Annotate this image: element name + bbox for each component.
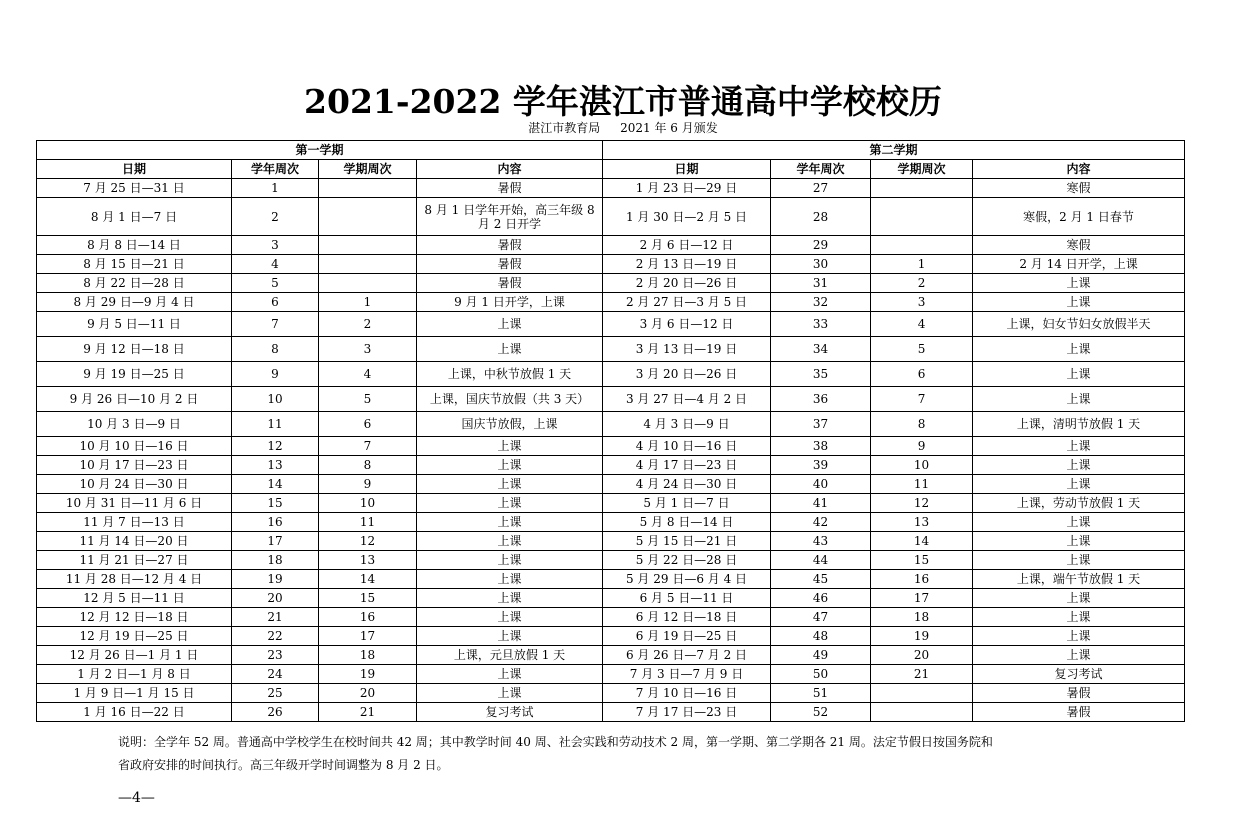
first-content-cell: 8 月 1 日学年开始，高三年级 8 月 2 日开学 xyxy=(417,198,603,236)
first-content-cell: 上课 xyxy=(417,551,603,570)
second-content-cell: 寒假，2 月 1 日春节 xyxy=(973,198,1185,236)
table-row xyxy=(37,387,1185,412)
second-year-week-cell: 34 xyxy=(771,337,871,362)
first-date-cell: 10 月 31 日—11 月 6 日 xyxy=(37,494,232,513)
second-term-week-cell xyxy=(871,703,973,722)
second-date-cell: 6 月 19 日—25 日 xyxy=(603,627,771,646)
first-year-week-cell: 13 xyxy=(232,456,319,475)
first-date-cell: 12 月 26 日—1 月 1 日 xyxy=(37,646,232,665)
first-year-week-cell: 12 xyxy=(232,437,319,456)
first-term-week-cell xyxy=(319,274,417,293)
first-year-week-cell: 19 xyxy=(232,570,319,589)
first-year-week-cell: 6 xyxy=(232,293,319,312)
second-term-week-cell: 5 xyxy=(871,337,973,362)
table-row xyxy=(37,532,1185,551)
first-term-week-cell: 17 xyxy=(319,627,417,646)
notes-line-1: 说明：全学年 52 周。普通高中学校学生在校时间共 42 周；其中教学时间 40 周、社会实践和劳动技术 2 周，第一学期、第二学期各 21 周。法定节假日按国务院和 xyxy=(118,735,993,749)
table-row xyxy=(37,337,1185,362)
second-year-week-cell: 49 xyxy=(771,646,871,665)
first-date-cell: 9 月 12 日—18 日 xyxy=(37,337,232,362)
second-term-week-cell: 18 xyxy=(871,608,973,627)
col-date-2: 日期 xyxy=(603,160,771,179)
first-content-cell: 9 月 1 日开学，上课 xyxy=(417,293,603,312)
second-date-cell: 4 月 3 日—9 日 xyxy=(603,412,771,437)
second-year-week-cell: 48 xyxy=(771,627,871,646)
second-content-cell: 上课，端午节放假 1 天 xyxy=(973,570,1185,589)
first-content-cell: 上课 xyxy=(417,513,603,532)
second-date-cell: 4 月 17 日—23 日 xyxy=(603,456,771,475)
col-content-1: 内容 xyxy=(417,160,603,179)
second-content-cell: 上课，妇女节妇女放假半天 xyxy=(973,312,1185,337)
second-term-week-cell xyxy=(871,236,973,255)
second-term-week-cell: 10 xyxy=(871,456,973,475)
first-content-cell: 上课 xyxy=(417,665,603,684)
first-term-week-cell xyxy=(319,198,417,236)
first-term-week-cell xyxy=(319,236,417,255)
second-year-week-cell: 28 xyxy=(771,198,871,236)
first-term-week-cell: 20 xyxy=(319,684,417,703)
first-year-week-cell: 7 xyxy=(232,312,319,337)
second-content-cell: 上课 xyxy=(973,274,1185,293)
first-date-cell: 8 月 1 日—7 日 xyxy=(37,198,232,236)
second-content-cell: 上课，清明节放假 1 天 xyxy=(973,412,1185,437)
first-term-week-cell: 18 xyxy=(319,646,417,665)
notes-line-2: 省政府安排的时间执行。高三年级开学时间调整为 8 月 2 日。 xyxy=(118,758,449,772)
col-content-2: 内容 xyxy=(973,160,1185,179)
second-content-cell: 上课 xyxy=(973,362,1185,387)
second-date-cell: 2 月 6 日—12 日 xyxy=(603,236,771,255)
issue-info xyxy=(0,119,1246,136)
first-year-week-cell: 24 xyxy=(232,665,319,684)
table-row xyxy=(37,475,1185,494)
second-term-week-cell: 9 xyxy=(871,437,973,456)
second-year-week-cell: 38 xyxy=(771,437,871,456)
first-date-cell: 9 月 26 日—10 月 2 日 xyxy=(37,387,232,412)
first-year-week-cell: 21 xyxy=(232,608,319,627)
col-term-week-2: 学期周次 xyxy=(871,160,973,179)
table-row xyxy=(37,362,1185,387)
table-row xyxy=(37,608,1185,627)
second-content-cell: 上课 xyxy=(973,337,1185,362)
table-row xyxy=(37,646,1185,665)
first-content-cell: 暑假 xyxy=(417,179,603,198)
first-year-week-cell: 2 xyxy=(232,198,319,236)
second-year-week-cell: 52 xyxy=(771,703,871,722)
first-date-cell: 10 月 24 日—30 日 xyxy=(37,475,232,494)
first-year-week-cell: 4 xyxy=(232,255,319,274)
second-content-cell: 上课 xyxy=(973,589,1185,608)
first-content-cell: 上课 xyxy=(417,684,603,703)
second-content-cell: 上课 xyxy=(973,532,1185,551)
second-year-week-cell: 43 xyxy=(771,532,871,551)
second-term-week-cell xyxy=(871,198,973,236)
first-term-week-cell: 5 xyxy=(319,387,417,412)
first-term-week-cell: 1 xyxy=(319,293,417,312)
first-year-week-cell: 17 xyxy=(232,532,319,551)
second-term-week-cell: 11 xyxy=(871,475,973,494)
table-row xyxy=(37,312,1185,337)
second-date-cell: 6 月 12 日—18 日 xyxy=(603,608,771,627)
first-content-cell: 上课，国庆节放假（共 3 天） xyxy=(417,387,603,412)
table-row xyxy=(37,665,1185,684)
second-term-week-cell xyxy=(871,684,973,703)
table-row xyxy=(37,255,1185,274)
first-year-week-cell: 23 xyxy=(232,646,319,665)
second-year-week-cell: 44 xyxy=(771,551,871,570)
second-date-cell: 5 月 22 日—28 日 xyxy=(603,551,771,570)
first-content-cell: 上课 xyxy=(417,337,603,362)
second-term-week-cell: 16 xyxy=(871,570,973,589)
first-content-cell: 上课 xyxy=(417,627,603,646)
second-date-cell: 1 月 23 日—29 日 xyxy=(603,179,771,198)
second-year-week-cell: 42 xyxy=(771,513,871,532)
first-year-week-cell: 9 xyxy=(232,362,319,387)
second-date-cell: 3 月 13 日—19 日 xyxy=(603,337,771,362)
second-date-cell: 1 月 30 日—2 月 5 日 xyxy=(603,198,771,236)
calendar-table xyxy=(36,140,1185,722)
second-date-cell: 3 月 6 日—12 日 xyxy=(603,312,771,337)
first-date-cell: 8 月 15 日—21 日 xyxy=(37,255,232,274)
second-date-cell: 7 月 17 日—23 日 xyxy=(603,703,771,722)
first-term-week-cell: 7 xyxy=(319,437,417,456)
first-date-cell: 11 月 21 日—27 日 xyxy=(37,551,232,570)
first-content-cell: 复习考试 xyxy=(417,703,603,722)
second-year-week-cell: 30 xyxy=(771,255,871,274)
first-date-cell: 7 月 25 日—31 日 xyxy=(37,179,232,198)
table-row xyxy=(37,494,1185,513)
second-content-cell: 复习考试 xyxy=(973,665,1185,684)
second-year-week-cell: 47 xyxy=(771,608,871,627)
first-year-week-cell: 18 xyxy=(232,551,319,570)
second-date-cell: 6 月 5 日—11 日 xyxy=(603,589,771,608)
second-term-week-cell: 4 xyxy=(871,312,973,337)
second-term-week-cell: 8 xyxy=(871,412,973,437)
second-date-cell: 7 月 3 日—7 月 9 日 xyxy=(603,665,771,684)
first-term-week-cell xyxy=(319,255,417,274)
first-term-week-cell: 12 xyxy=(319,532,417,551)
first-semester-header: 第一学期 xyxy=(37,141,603,160)
first-date-cell: 12 月 5 日—11 日 xyxy=(37,589,232,608)
first-term-week-cell: 8 xyxy=(319,456,417,475)
first-year-week-cell: 15 xyxy=(232,494,319,513)
first-content-cell: 上课 xyxy=(417,570,603,589)
table-row xyxy=(37,703,1185,722)
second-term-week-cell: 19 xyxy=(871,627,973,646)
second-year-week-cell: 51 xyxy=(771,684,871,703)
second-term-week-cell: 1 xyxy=(871,255,973,274)
first-year-week-cell: 16 xyxy=(232,513,319,532)
first-content-cell: 上课 xyxy=(417,494,603,513)
second-year-week-cell: 29 xyxy=(771,236,871,255)
table-row xyxy=(37,412,1185,437)
second-term-week-cell: 12 xyxy=(871,494,973,513)
table-row xyxy=(37,456,1185,475)
second-year-week-cell: 50 xyxy=(771,665,871,684)
first-date-cell: 12 月 19 日—25 日 xyxy=(37,627,232,646)
second-term-week-cell: 17 xyxy=(871,589,973,608)
second-content-cell: 寒假 xyxy=(973,179,1185,198)
second-date-cell: 5 月 29 日—6 月 4 日 xyxy=(603,570,771,589)
second-date-cell: 5 月 15 日—21 日 xyxy=(603,532,771,551)
second-date-cell: 7 月 10 日—16 日 xyxy=(603,684,771,703)
second-year-week-cell: 35 xyxy=(771,362,871,387)
second-date-cell: 2 月 27 日—3 月 5 日 xyxy=(603,293,771,312)
second-year-week-cell: 39 xyxy=(771,456,871,475)
table-row xyxy=(37,198,1185,236)
table-row xyxy=(37,293,1185,312)
first-date-cell: 8 月 29 日—9 月 4 日 xyxy=(37,293,232,312)
first-term-week-cell: 10 xyxy=(319,494,417,513)
second-date-cell: 4 月 24 日—30 日 xyxy=(603,475,771,494)
first-content-cell: 国庆节放假，上课 xyxy=(417,412,603,437)
table-row xyxy=(37,627,1185,646)
first-year-week-cell: 25 xyxy=(232,684,319,703)
first-year-week-cell: 10 xyxy=(232,387,319,412)
first-year-week-cell: 11 xyxy=(232,412,319,437)
second-content-cell: 2 月 14 日开学，上课 xyxy=(973,255,1185,274)
second-term-week-cell: 2 xyxy=(871,274,973,293)
first-date-cell: 12 月 12 日—18 日 xyxy=(37,608,232,627)
second-year-week-cell: 40 xyxy=(771,475,871,494)
second-content-cell: 上课 xyxy=(973,456,1185,475)
first-content-cell: 上课 xyxy=(417,532,603,551)
second-content-cell: 上课 xyxy=(973,475,1185,494)
first-year-week-cell: 8 xyxy=(232,337,319,362)
second-content-cell: 暑假 xyxy=(973,684,1185,703)
second-date-cell: 2 月 13 日—19 日 xyxy=(603,255,771,274)
second-semester-header: 第二学期 xyxy=(603,141,1185,160)
first-date-cell: 9 月 5 日—11 日 xyxy=(37,312,232,337)
second-content-cell: 上课 xyxy=(973,437,1185,456)
issuer: 湛江市教育局 xyxy=(528,121,601,135)
first-date-cell: 8 月 22 日—28 日 xyxy=(37,274,232,293)
issue-date: 2021 年 6 月颁发 xyxy=(620,121,718,135)
table-row xyxy=(37,570,1185,589)
notes xyxy=(118,731,1118,777)
column-header-row xyxy=(37,160,1185,179)
second-date-cell: 5 月 1 日—7 日 xyxy=(603,494,771,513)
first-date-cell: 10 月 10 日—16 日 xyxy=(37,437,232,456)
second-date-cell: 3 月 27 日—4 月 2 日 xyxy=(603,387,771,412)
first-date-cell: 11 月 7 日—13 日 xyxy=(37,513,232,532)
first-term-week-cell: 14 xyxy=(319,570,417,589)
second-year-week-cell: 41 xyxy=(771,494,871,513)
second-date-cell: 5 月 8 日—14 日 xyxy=(603,513,771,532)
semester-header-row xyxy=(37,141,1185,160)
first-content-cell: 上课 xyxy=(417,312,603,337)
page-number: —4— xyxy=(118,790,155,806)
first-content-cell: 上课 xyxy=(417,437,603,456)
first-term-week-cell: 13 xyxy=(319,551,417,570)
first-year-week-cell: 3 xyxy=(232,236,319,255)
first-date-cell: 8 月 8 日—14 日 xyxy=(37,236,232,255)
first-date-cell: 11 月 28 日—12 月 4 日 xyxy=(37,570,232,589)
second-date-cell: 4 月 10 日—16 日 xyxy=(603,437,771,456)
second-content-cell: 寒假 xyxy=(973,236,1185,255)
table-row xyxy=(37,274,1185,293)
second-term-week-cell: 20 xyxy=(871,646,973,665)
first-year-week-cell: 5 xyxy=(232,274,319,293)
first-content-cell: 上课 xyxy=(417,589,603,608)
first-year-week-cell: 14 xyxy=(232,475,319,494)
first-term-week-cell: 11 xyxy=(319,513,417,532)
second-date-cell: 2 月 20 日—26 日 xyxy=(603,274,771,293)
col-date-1: 日期 xyxy=(37,160,232,179)
second-term-week-cell: 21 xyxy=(871,665,973,684)
first-content-cell: 暑假 xyxy=(417,274,603,293)
second-content-cell: 上课 xyxy=(973,551,1185,570)
first-date-cell: 1 月 2 日—1 月 8 日 xyxy=(37,665,232,684)
second-date-cell: 3 月 20 日—26 日 xyxy=(603,362,771,387)
first-term-week-cell: 9 xyxy=(319,475,417,494)
first-date-cell: 11 月 14 日—20 日 xyxy=(37,532,232,551)
first-content-cell: 上课 xyxy=(417,456,603,475)
first-content-cell: 上课，元旦放假 1 天 xyxy=(417,646,603,665)
first-content-cell: 暑假 xyxy=(417,255,603,274)
first-term-week-cell: 21 xyxy=(319,703,417,722)
second-year-week-cell: 27 xyxy=(771,179,871,198)
first-term-week-cell xyxy=(319,179,417,198)
second-term-week-cell: 15 xyxy=(871,551,973,570)
table-row xyxy=(37,179,1185,198)
first-year-week-cell: 22 xyxy=(232,627,319,646)
col-year-week-2: 学年周次 xyxy=(771,160,871,179)
first-date-cell: 10 月 3 日—9 日 xyxy=(37,412,232,437)
second-year-week-cell: 33 xyxy=(771,312,871,337)
page-title: 2021-2022 学年湛江市普通高中学校校历 xyxy=(304,82,942,121)
second-content-cell: 上课 xyxy=(973,646,1185,665)
table-row xyxy=(37,684,1185,703)
second-content-cell: 上课 xyxy=(973,293,1185,312)
second-year-week-cell: 31 xyxy=(771,274,871,293)
col-year-week-1: 学年周次 xyxy=(232,160,319,179)
second-year-week-cell: 32 xyxy=(771,293,871,312)
second-term-week-cell: 7 xyxy=(871,387,973,412)
first-term-week-cell: 3 xyxy=(319,337,417,362)
second-year-week-cell: 46 xyxy=(771,589,871,608)
second-content-cell: 上课 xyxy=(973,627,1185,646)
second-year-week-cell: 45 xyxy=(771,570,871,589)
first-date-cell: 1 月 9 日—1 月 15 日 xyxy=(37,684,232,703)
first-term-week-cell: 16 xyxy=(319,608,417,627)
second-date-cell: 6 月 26 日—7 月 2 日 xyxy=(603,646,771,665)
table-row xyxy=(37,589,1185,608)
second-term-week-cell xyxy=(871,179,973,198)
table-row xyxy=(37,551,1185,570)
second-year-week-cell: 37 xyxy=(771,412,871,437)
first-content-cell: 上课 xyxy=(417,608,603,627)
second-content-cell: 上课 xyxy=(973,513,1185,532)
first-date-cell: 9 月 19 日—25 日 xyxy=(37,362,232,387)
second-term-week-cell: 14 xyxy=(871,532,973,551)
first-content-cell: 上课，中秋节放假 1 天 xyxy=(417,362,603,387)
first-term-week-cell: 4 xyxy=(319,362,417,387)
second-term-week-cell: 13 xyxy=(871,513,973,532)
first-date-cell: 1 月 16 日—22 日 xyxy=(37,703,232,722)
first-year-week-cell: 20 xyxy=(232,589,319,608)
second-content-cell: 暑假 xyxy=(973,703,1185,722)
table-row xyxy=(37,437,1185,456)
first-term-week-cell: 2 xyxy=(319,312,417,337)
second-year-week-cell: 36 xyxy=(771,387,871,412)
table-row xyxy=(37,236,1185,255)
first-term-week-cell: 15 xyxy=(319,589,417,608)
second-content-cell: 上课 xyxy=(973,387,1185,412)
second-content-cell: 上课，劳动节放假 1 天 xyxy=(973,494,1185,513)
second-term-week-cell: 6 xyxy=(871,362,973,387)
first-term-week-cell: 19 xyxy=(319,665,417,684)
first-year-week-cell: 1 xyxy=(232,179,319,198)
second-term-week-cell: 3 xyxy=(871,293,973,312)
col-term-week-1: 学期周次 xyxy=(319,160,417,179)
first-date-cell: 10 月 17 日—23 日 xyxy=(37,456,232,475)
first-content-cell: 上课 xyxy=(417,475,603,494)
first-content-cell: 暑假 xyxy=(417,236,603,255)
table-row xyxy=(37,513,1185,532)
first-term-week-cell: 6 xyxy=(319,412,417,437)
first-year-week-cell: 26 xyxy=(232,703,319,722)
second-content-cell: 上课 xyxy=(973,608,1185,627)
